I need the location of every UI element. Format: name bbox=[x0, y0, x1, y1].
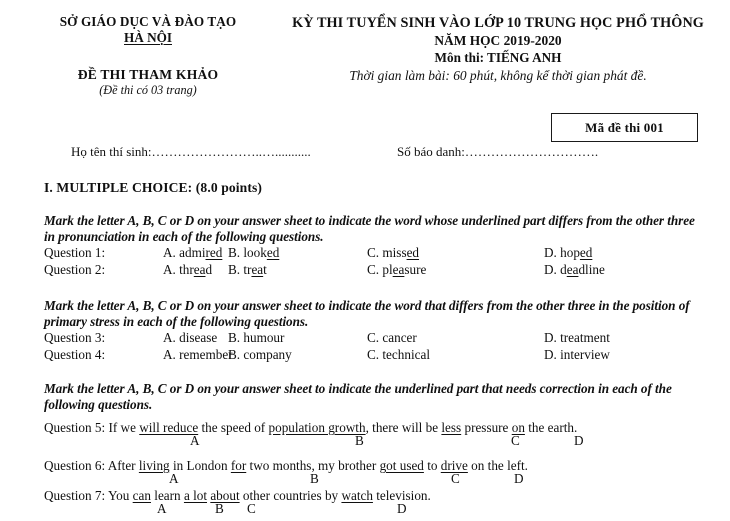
option-letter: A. bbox=[163, 262, 180, 277]
option-marker: B bbox=[215, 501, 224, 516]
underlined-part[interactable]: on bbox=[511, 420, 525, 435]
answer-option[interactable]: C. technical bbox=[367, 347, 430, 362]
answer-option[interactable]: A. remember bbox=[163, 347, 233, 362]
answer-option[interactable]: B. humour bbox=[228, 330, 285, 345]
underlined-part[interactable]: watch bbox=[341, 488, 373, 503]
option-letter: C. bbox=[367, 245, 383, 260]
header-left-block bbox=[0, 14, 272, 98]
underlined-part: ea bbox=[392, 262, 405, 277]
question-label: Question 3: bbox=[44, 330, 106, 345]
answer-option[interactable]: D. deadline bbox=[544, 262, 605, 277]
pages-note: (Đề thi có 03 trang) bbox=[99, 83, 197, 97]
correction-question: Question 7: You can learn a lot about other countries by watch television. bbox=[44, 488, 431, 503]
answer-option[interactable]: D. treatment bbox=[544, 330, 610, 345]
header-right-block bbox=[272, 14, 730, 85]
correction-markers bbox=[0, 433, 680, 449]
question-row bbox=[44, 261, 708, 278]
candidate-name-field[interactable]: Họ tên thí sinh:……………………..…........... bbox=[71, 144, 311, 159]
option-letter: A. bbox=[163, 245, 180, 260]
paper-type: ĐỀ THI THAM KHẢO bbox=[77, 67, 219, 82]
option-marker: D bbox=[514, 471, 524, 486]
exam-subject: Môn thi: TIẾNG ANH bbox=[434, 50, 562, 65]
underlined-part[interactable]: got used bbox=[379, 458, 424, 473]
option-letter: B. bbox=[228, 347, 244, 362]
option-marker: C bbox=[511, 433, 520, 448]
correction-question: Question 6: After living in London for two months, my brother got used to drive on the left. bbox=[44, 458, 528, 473]
correction-question: Question 5: If we will reduce the speed of population growth, there will be less pressure on the earth. bbox=[44, 420, 578, 435]
underlined-part[interactable]: living bbox=[138, 458, 170, 473]
underlined-part[interactable]: can bbox=[132, 488, 151, 503]
underlined-part[interactable]: less bbox=[441, 420, 462, 435]
option-marker: B bbox=[310, 471, 319, 486]
exam-code-box: Mã đề thi 001 bbox=[551, 113, 698, 142]
option-letter: A. bbox=[163, 347, 180, 362]
option-marker: A bbox=[169, 471, 179, 486]
underlined-part: ed bbox=[579, 245, 593, 260]
candidate-number-field[interactable]: Số báo danh:…………………………. bbox=[397, 144, 599, 159]
answer-option[interactable]: B. looked bbox=[228, 245, 280, 260]
answer-option[interactable]: D. hoped bbox=[544, 245, 593, 260]
answer-option[interactable]: A. thread bbox=[163, 262, 213, 277]
option-letter: C. bbox=[367, 262, 383, 277]
underlined-part[interactable]: drive bbox=[440, 458, 468, 473]
underlined-part: ed bbox=[406, 245, 420, 260]
option-marker: A bbox=[190, 433, 200, 448]
question-row bbox=[44, 329, 708, 346]
question-label: Question 4: bbox=[44, 347, 106, 362]
section-heading-multiple-choice: I. MULTIPLE CHOICE: (8.0 points) bbox=[44, 180, 262, 195]
instruction-pronunciation: Mark the letter A, B, C or D on your answer sheet to indicate the word whose underlined part differs from the other three in pronunciation in each of the following questions. bbox=[44, 213, 695, 244]
underlined-part: ea bbox=[251, 262, 264, 277]
question-row bbox=[44, 244, 708, 261]
city-name: HÀ NỘI bbox=[124, 30, 172, 45]
question-label: Question 1: bbox=[44, 245, 106, 260]
instruction-stress: Mark the letter A, B, C or D on your answer sheet to indicate the word that differs from the other three in the position of primary stress in each of the following questions. bbox=[44, 298, 690, 329]
answer-option[interactable]: A. admired bbox=[163, 245, 223, 260]
option-marker: A bbox=[157, 501, 167, 516]
option-letter: B. bbox=[228, 245, 244, 260]
option-marker: B bbox=[355, 433, 364, 448]
answer-option[interactable]: C. pleasure bbox=[367, 262, 427, 277]
option-marker: C bbox=[451, 471, 460, 486]
question-row bbox=[44, 346, 708, 363]
exam-title: KỲ THI TUYỂN SINH VÀO LỚP 10 TRUNG HỌC PHỔ THÔNG bbox=[292, 15, 704, 31]
option-letter: A. bbox=[163, 330, 180, 345]
question-label: Question 2: bbox=[44, 262, 106, 277]
option-letter: B. bbox=[228, 262, 244, 277]
answer-option[interactable]: B. company bbox=[228, 347, 292, 362]
option-letter: D. bbox=[544, 330, 561, 345]
correction-markers bbox=[0, 471, 680, 487]
school-year: NĂM HỌC 2019-2020 bbox=[434, 33, 562, 48]
underlined-part: ed bbox=[266, 245, 280, 260]
option-letter: B. bbox=[228, 330, 244, 345]
option-marker: D bbox=[574, 433, 584, 448]
department-name: SỞ GIÁO DỤC VÀ ĐÀO TẠO bbox=[59, 14, 237, 29]
underlined-part: red bbox=[205, 245, 223, 260]
answer-option[interactable]: C. missed bbox=[367, 245, 420, 260]
answer-option[interactable]: C. cancer bbox=[367, 330, 417, 345]
option-letter: D. bbox=[544, 262, 561, 277]
option-letter: D. bbox=[544, 245, 561, 260]
underlined-part[interactable]: about bbox=[210, 488, 240, 503]
answer-option[interactable]: B. treat bbox=[228, 262, 267, 277]
option-letter: C. bbox=[367, 347, 383, 362]
option-marker: D bbox=[397, 501, 407, 516]
option-letter: C. bbox=[367, 330, 383, 345]
underlined-part[interactable]: will reduce bbox=[139, 420, 199, 435]
underlined-part[interactable]: a lot bbox=[183, 488, 208, 503]
underlined-part: ea bbox=[566, 262, 579, 277]
answer-option[interactable]: A. disease bbox=[163, 330, 218, 345]
option-marker: C bbox=[247, 501, 256, 516]
underlined-part[interactable]: population growth bbox=[268, 420, 366, 435]
document-header bbox=[0, 14, 730, 98]
exam-duration: Thời gian làm bài: 60 phút, không kể thời gian phát đề. bbox=[349, 68, 647, 83]
correction-markers bbox=[0, 501, 680, 517]
underlined-part: ea bbox=[193, 262, 206, 277]
option-letter: D. bbox=[544, 347, 561, 362]
instruction-correction: Mark the letter A, B, C or D on your answer sheet to indicate the underlined part that needs correction in each of the following questions. bbox=[44, 381, 672, 412]
answer-option[interactable]: D. interview bbox=[544, 347, 610, 362]
underlined-part[interactable]: for bbox=[230, 458, 247, 473]
